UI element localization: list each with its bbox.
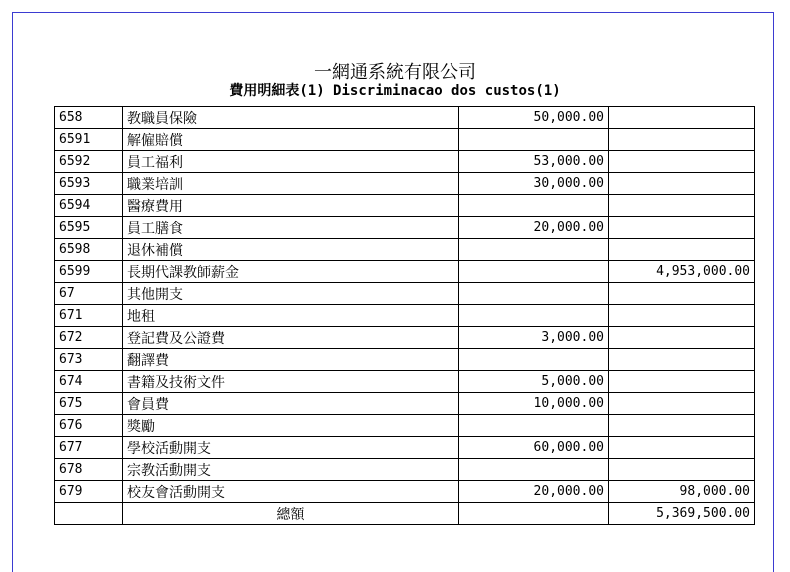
- account-name-cell: 地租: [123, 305, 459, 327]
- total-code-cell: [55, 503, 123, 525]
- amount-cell: 50,000.00: [459, 107, 609, 129]
- expense-table: [54, 106, 755, 525]
- account-code-cell: 67: [55, 283, 123, 305]
- account-code-cell: 678: [55, 459, 123, 481]
- table-row: [55, 129, 755, 151]
- company-name: 一網通系統有限公司: [314, 62, 476, 83]
- total-label: 總額: [123, 503, 459, 525]
- account-code-cell: 6598: [55, 239, 123, 261]
- account-name-cell: 解僱賠償: [123, 129, 459, 151]
- account-code-cell: 677: [55, 437, 123, 459]
- amount-cell: 30,000.00: [459, 173, 609, 195]
- subtotal-cell: 4,953,000.00: [609, 261, 755, 283]
- amount-cell: [459, 459, 609, 481]
- account-name-cell: 書籍及技術文件: [123, 371, 459, 393]
- account-code-cell: 674: [55, 371, 123, 393]
- amount-cell: [459, 129, 609, 151]
- account-code-cell: 6591: [55, 129, 123, 151]
- amount-cell: [459, 349, 609, 371]
- subtotal-cell: [609, 173, 755, 195]
- account-code-cell: 675: [55, 393, 123, 415]
- amount-cell: 10,000.00: [459, 393, 609, 415]
- account-code-cell: 679: [55, 481, 123, 503]
- total-value: 5,369,500.00: [609, 503, 755, 525]
- table-row: [55, 283, 755, 305]
- account-code-cell: 671: [55, 305, 123, 327]
- subtotal-cell: [609, 217, 755, 239]
- table-row: [55, 415, 755, 437]
- amount-cell: 20,000.00: [459, 481, 609, 503]
- amount-cell: [459, 415, 609, 437]
- subtotal-cell: [609, 371, 755, 393]
- subtotal-cell: [609, 195, 755, 217]
- table-row: [55, 459, 755, 481]
- account-code-cell: 6593: [55, 173, 123, 195]
- subtotal-cell: 98,000.00: [609, 481, 755, 503]
- table-row: [55, 305, 755, 327]
- total-amount-cell: [459, 503, 609, 525]
- table-row: [55, 195, 755, 217]
- account-name-cell: 宗教活動開支: [123, 459, 459, 481]
- table-row: [55, 107, 755, 129]
- account-name-cell: 校友會活動開支: [123, 481, 459, 503]
- account-name-cell: 登記費及公證費: [123, 327, 459, 349]
- account-code-cell: 6592: [55, 151, 123, 173]
- subtotal-cell: [609, 151, 755, 173]
- account-code-cell: 672: [55, 327, 123, 349]
- account-code-cell: 6594: [55, 195, 123, 217]
- subtotal-cell: [609, 349, 755, 371]
- amount-cell: [459, 195, 609, 217]
- table-row: [55, 327, 755, 349]
- total-row: [55, 503, 755, 525]
- table-row: [55, 437, 755, 459]
- table-row: [55, 151, 755, 173]
- account-name-cell: 職業培訓: [123, 173, 459, 195]
- account-code-cell: 658: [55, 107, 123, 129]
- account-code-cell: 6599: [55, 261, 123, 283]
- amount-cell: 5,000.00: [459, 371, 609, 393]
- subtotal-cell: [609, 415, 755, 437]
- table-row: [55, 217, 755, 239]
- amount-cell: [459, 261, 609, 283]
- subtotal-cell: [609, 239, 755, 261]
- amount-cell: 20,000.00: [459, 217, 609, 239]
- account-name-cell: 其他開支: [123, 283, 459, 305]
- table-row: [55, 371, 755, 393]
- expense-table-body: [55, 107, 755, 525]
- account-name-cell: 員工膳食: [123, 217, 459, 239]
- subtotal-cell: [609, 305, 755, 327]
- subtotal-cell: [609, 459, 755, 481]
- table-row: [55, 349, 755, 371]
- amount-cell: [459, 239, 609, 261]
- account-name-cell: 獎勵: [123, 415, 459, 437]
- table-row: [55, 481, 755, 503]
- account-name-cell: 翻譯費: [123, 349, 459, 371]
- table-row: [55, 173, 755, 195]
- amount-cell: [459, 283, 609, 305]
- table-row: [55, 393, 755, 415]
- subtotal-cell: [609, 437, 755, 459]
- subtotal-cell: [609, 327, 755, 349]
- amount-cell: [459, 305, 609, 327]
- report-title: 費用明細表(1) Discriminacao dos custos(1): [229, 83, 561, 99]
- amount-cell: 3,000.00: [459, 327, 609, 349]
- subtotal-cell: [609, 129, 755, 151]
- account-code-cell: 673: [55, 349, 123, 371]
- subtotal-cell: [609, 107, 755, 129]
- amount-cell: 53,000.00: [459, 151, 609, 173]
- account-code-cell: 6595: [55, 217, 123, 239]
- table-row: [55, 239, 755, 261]
- table-row: [55, 261, 755, 283]
- account-name-cell: 長期代課教師薪金: [123, 261, 459, 283]
- account-name-cell: 醫療費用: [123, 195, 459, 217]
- account-code-cell: 676: [55, 415, 123, 437]
- subtotal-cell: [609, 283, 755, 305]
- account-name-cell: 教職員保險: [123, 107, 459, 129]
- account-name-cell: 學校活動開支: [123, 437, 459, 459]
- subtotal-cell: [609, 393, 755, 415]
- account-name-cell: 退休補償: [123, 239, 459, 261]
- amount-cell: 60,000.00: [459, 437, 609, 459]
- account-name-cell: 員工福利: [123, 151, 459, 173]
- account-name-cell: 會員費: [123, 393, 459, 415]
